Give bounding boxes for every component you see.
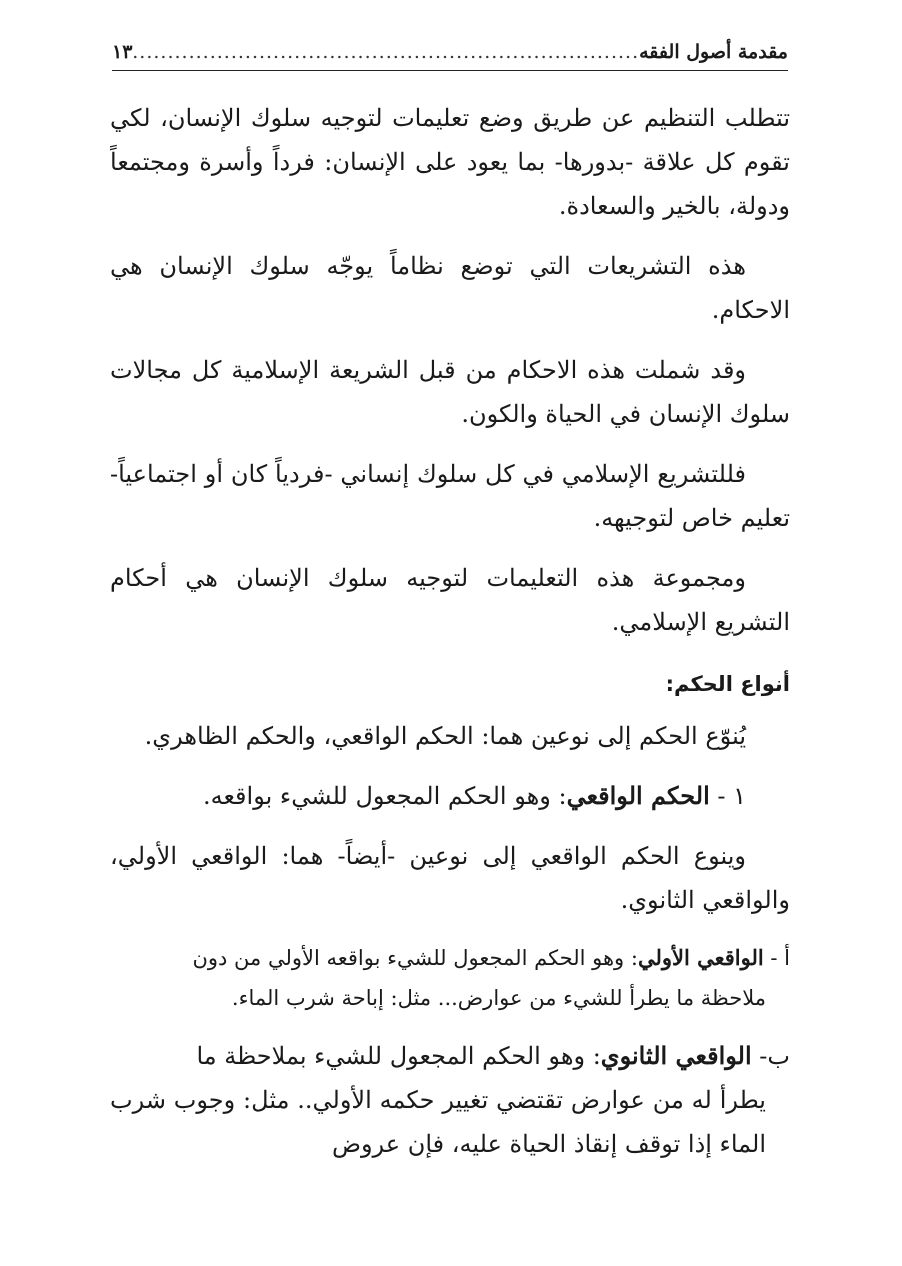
paragraph-5: ومجموعة هذه التعليمات لتوجيه سلوك الإنسان هي أحكام التشريع الإسلامي. — [110, 564, 790, 636]
item-a — [110, 938, 790, 1018]
section-intro: يُنوّع الحكم إلى نوعين هما: الحكم الواقعي، والحكم الظاهري. — [144, 722, 746, 750]
paragraph-types: وينوع الحكم الواقعي إلى نوعين -أيضاً- هما: الواقعي الأولي، والواقعي الثانوي. — [110, 842, 790, 914]
paragraph-4: فللتشريع الإسلامي في كل سلوك إنساني -فردياً كان أو اجتماعياً- تعليم خاص لتوجيهه. — [110, 460, 790, 532]
item-b — [110, 1034, 790, 1166]
item-b-prefix: ب- — [751, 1042, 790, 1070]
paragraph-2: هذه التشريعات التي توضع نظاماً يوجّه سلوك الإنسان هي الاحكام. — [110, 252, 790, 324]
item-a-term: الواقعي الأولي — [637, 945, 764, 970]
item-a-continuation: ملاحظة ما يطرأ للشيء من عوارض... مثل: إباحة شرب الماء. — [231, 986, 766, 1010]
item-a-text: : وهو الحكم المجعول للشيء بواقعه الأولي من دون — [192, 946, 638, 970]
item-b-term: الواقعي الثانوي — [600, 1041, 752, 1070]
running-head-title: مقدمة أصول الفقه — [639, 41, 788, 63]
leader-dots — [132, 38, 639, 70]
item-b-continuation: يطرأ له من عوارض تقتضي تغيير حكمه الأولي.. مثل: وجوب شرب الماء إذا توقف إنقاذ الحياة عليه، فإن عروض — [110, 1086, 766, 1158]
running-header — [112, 34, 788, 71]
paragraph-3: وقد شملت هذه الاحكام من قبل الشريعة الإسلامية كل مجالات سلوك الإنسان في الحياة والكون. — [110, 356, 790, 428]
section-heading: أنواع الحكم: — [665, 672, 790, 696]
page-body — [110, 96, 790, 1166]
item-1-prefix: ١ - — [709, 782, 746, 810]
item-1-term: الحكم الواقعي — [566, 781, 710, 810]
item-1 — [110, 774, 790, 818]
item-b-text: : وهو الحكم المجعول للشيء بملاحظة ما — [196, 1042, 601, 1070]
item-a-prefix: أ - — [763, 946, 790, 970]
paragraph-1: تتطلب التنظيم عن طريق وضع تعليمات لتوجيه سلوك الإنسان، لكي تقوم كل علاقة -بدورها- بما يعود على الإنسان: فرداً وأسرة ومجتمعاً ودولة، بالخير والسعادة. — [110, 104, 790, 220]
page-number: ١٣ — [112, 41, 133, 63]
item-1-text: : وهو الحكم المجعول للشيء بواقعه. — [202, 782, 567, 810]
